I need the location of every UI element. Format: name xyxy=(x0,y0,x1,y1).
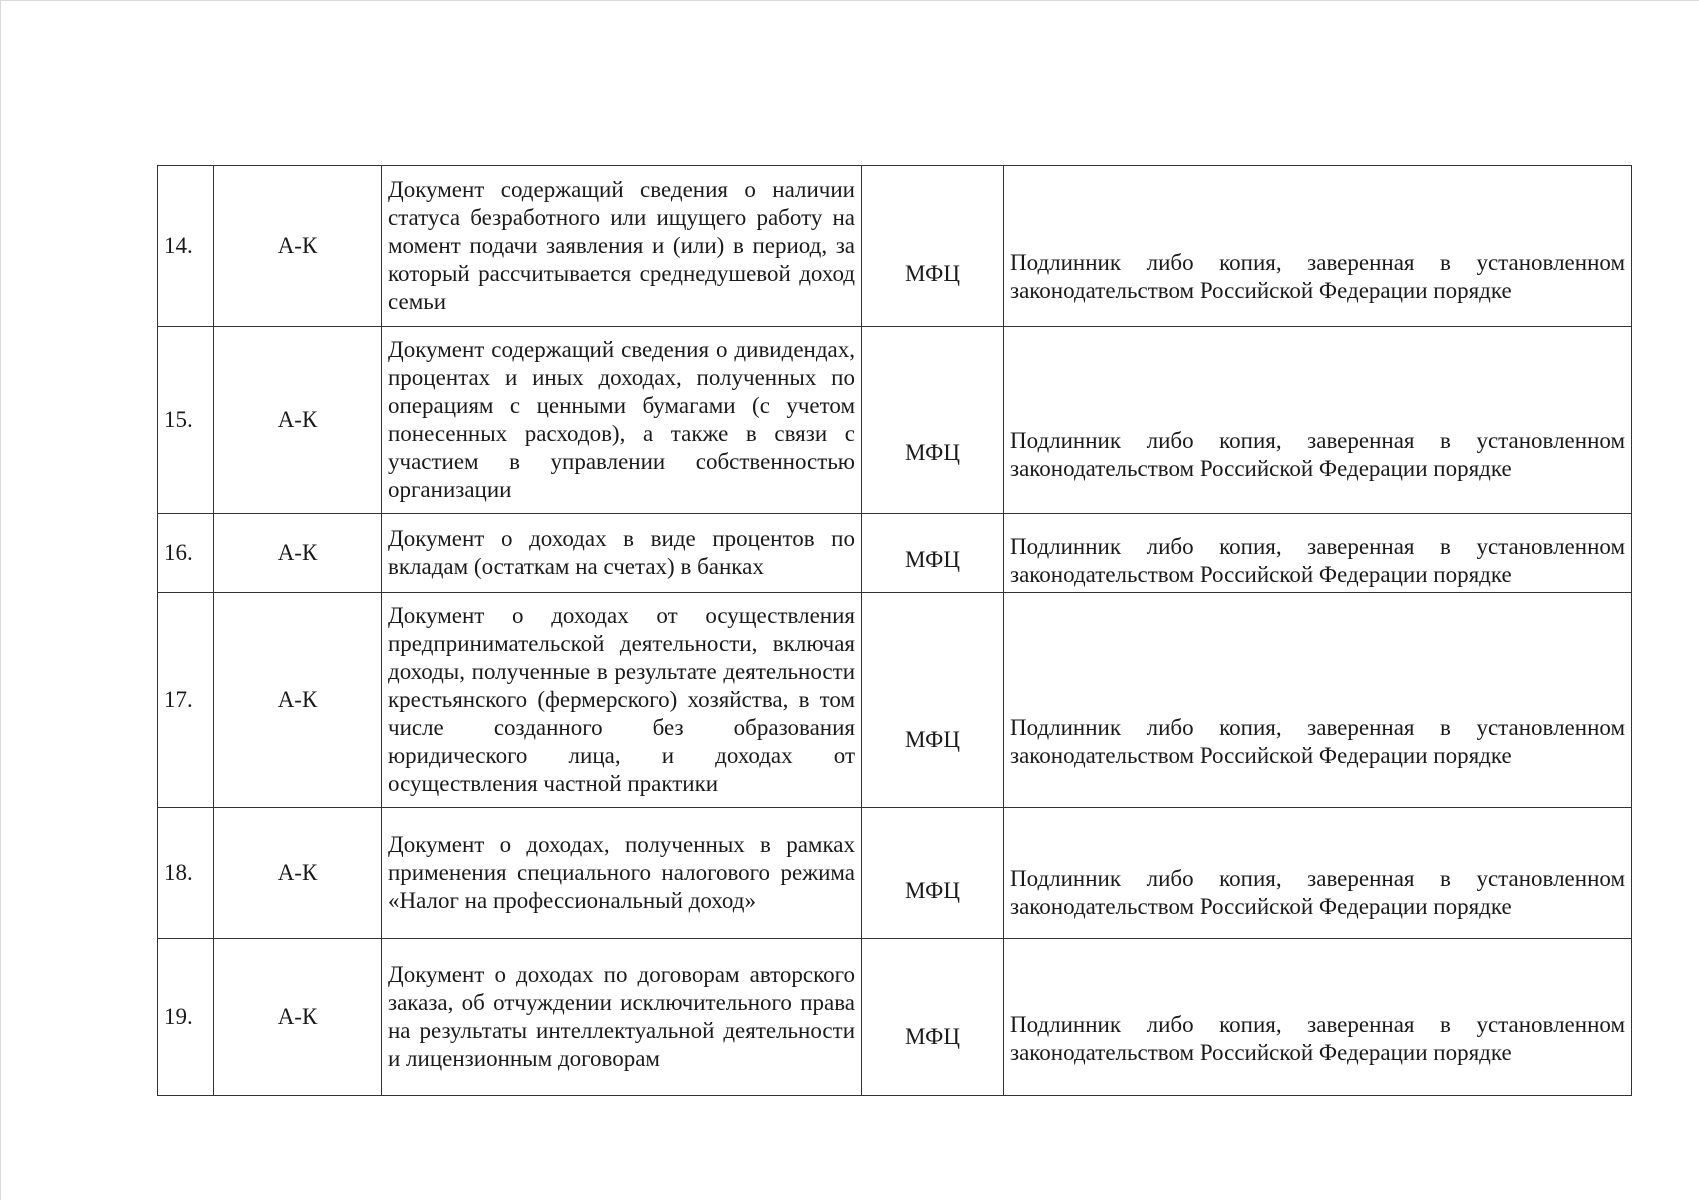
document-form: Подлинник либо копия, заверенная в установленном законодательством Российской Федерации порядке xyxy=(1010,250,1625,303)
applicant-category: А-К xyxy=(214,327,382,514)
document-form-cell xyxy=(1004,939,1632,1096)
document-form-cell xyxy=(1004,327,1632,514)
document-form-cell xyxy=(1004,166,1632,327)
table-row xyxy=(158,808,1632,939)
applicant-category: А-К xyxy=(214,939,382,1096)
row-number: 18. xyxy=(158,808,214,939)
document-description: Документ о доходах, полученных в рамках применения специального налогового режима «Налог на профессиональный доход» xyxy=(382,808,862,939)
table-row xyxy=(158,593,1632,808)
document-source-cell xyxy=(862,939,1004,1096)
row-number: 17. xyxy=(158,593,214,808)
document-form: Подлинник либо копия, заверенная в установленном законодательством Российской Федерации порядке xyxy=(1010,1012,1625,1065)
document-source-cell xyxy=(862,593,1004,808)
document-source-cell xyxy=(862,514,1004,593)
document-form-cell xyxy=(1004,593,1632,808)
document-source: МФЦ xyxy=(905,1024,960,1049)
document-form: Подлинник либо копия, заверенная в установленном законодательством Российской Федерации порядке xyxy=(1010,866,1625,919)
applicant-category: А-К xyxy=(214,514,382,593)
document-source-cell xyxy=(862,808,1004,939)
table-row xyxy=(158,327,1632,514)
applicant-category: А-К xyxy=(214,808,382,939)
document-form: Подлинник либо копия, заверенная в установленном законодательством Российской Федерации порядке xyxy=(1010,428,1625,481)
document-source: МФЦ xyxy=(905,878,960,903)
row-number: 16. xyxy=(158,514,214,593)
documents-table xyxy=(157,165,1632,1096)
table-row xyxy=(158,514,1632,593)
document-source: МФЦ xyxy=(905,547,960,572)
applicant-category: А-К xyxy=(214,593,382,808)
document-form: Подлинник либо копия, заверенная в установленном законодательством Российской Федерации порядке xyxy=(1010,534,1625,587)
table-row xyxy=(158,166,1632,327)
row-number: 19. xyxy=(158,939,214,1096)
document-source: МФЦ xyxy=(905,261,960,286)
document-description: Документ содержащий сведения о наличии статуса безработного или ищущего работу на момент подачи заявления и (или) в период, за который рассчитывается среднедушевой доход семьи xyxy=(382,166,862,327)
row-number: 15. xyxy=(158,327,214,514)
applicant-category: А-К xyxy=(214,166,382,327)
document-description: Документ о доходах по договорам авторского заказа, об отчуждении исключительного права на результаты интеллектуальной деятельности и лицензионным договорам xyxy=(382,939,862,1096)
document-form-cell xyxy=(1004,808,1632,939)
document-description: Документ содержащий сведения о дивидендах, процентах и иных доходах, полученных по операциям с ценными бумагами (с учетом понесенных расходов), а также в связи с участием в управлении собственностью организации xyxy=(382,327,862,514)
row-number: 14. xyxy=(158,166,214,327)
document-form-cell xyxy=(1004,514,1632,593)
table-row xyxy=(158,939,1632,1096)
document-description: Документ о доходах от осуществления предпринимательской деятельности, включая доходы, полученные в результате деятельности крестьянского (фермерского) хозяйства, в том числе созданного без образования юридического лица, и доходах от осуществления частной практики xyxy=(382,593,862,808)
document-source-cell xyxy=(862,327,1004,514)
document-source: МФЦ xyxy=(905,727,960,752)
document-form: Подлинник либо копия, заверенная в установленном законодательством Российской Федерации порядке xyxy=(1010,715,1625,768)
document-description: Документ о доходах в виде процентов по вкладам (остаткам на счетах) в банках xyxy=(382,514,862,593)
document-source-cell xyxy=(862,166,1004,327)
document-source: МФЦ xyxy=(905,440,960,465)
